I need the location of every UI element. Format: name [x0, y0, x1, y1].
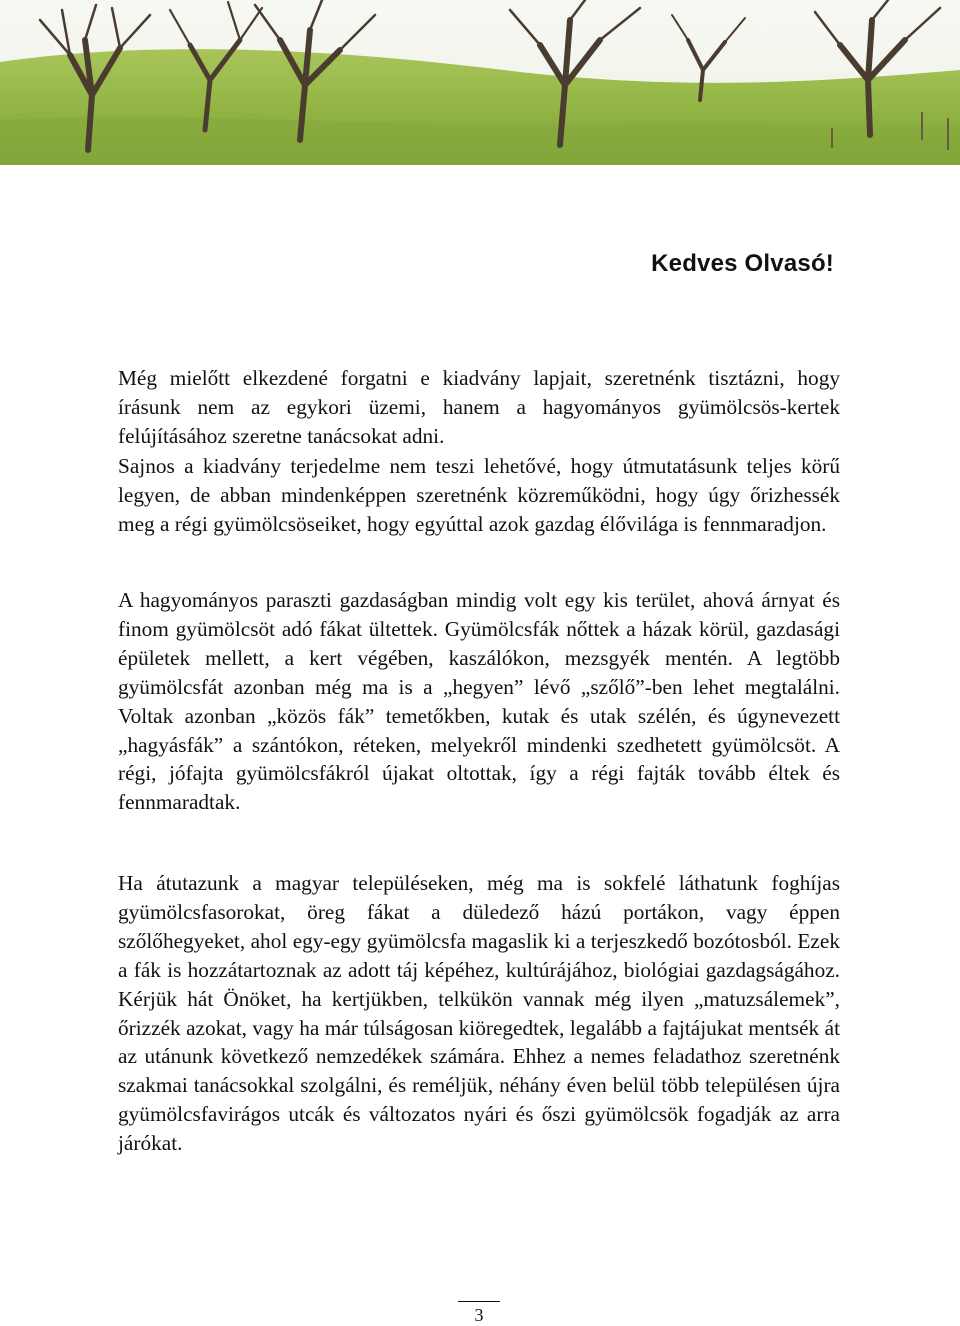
page-heading: Kedves Olvasó!: [651, 250, 834, 277]
orchard-banner-image: [0, 0, 960, 165]
paragraph-purpose: Sajnos a kiadvány terjedelme nem teszi lehetővé, hogy útmutatásunk teljes körű legyen, de abban mindenképpen szeretnénk közreműködni, hogy úgy őrizhessék meg a régi gyümölcsöseiket, hogy egyúttal azok gazdag élővilága is fennmaradjon.: [118, 454, 840, 536]
page-number: 3: [474, 1305, 484, 1325]
page-number-rule: [458, 1301, 500, 1302]
paragraph-appeal: Ha átutazunk a magyar településeken, még ma is sokfelé láthatunk foghíjas gyümölcsfasorokat, öreg fákat a düledező házú portákon, vagy éppen szőlőhegyeket, ahol egy-egy gyümölcsfa magaslik ki a terjeszkedő bozótosból. Ezek a fák is hozzátartoznak az adott táj képéhez, kultúrájához, biológiai gazdagságához. Kérjük hát Önöket, ha kertjükben, telkükön vannak még ilyen „matuzsálemek”, őrizzék azokat, vagy ha már túlságosan kiöregedtek, legalább a fajtájukat mentsék át az utánunk következő nemzedékek számára. Ehhez a nemes feladathoz szeretnénk szakmai tanácsokkal szolgálni, és reméljük, néhány éven belül több településen újra gyümölcsfavirágos utcák és változatos nyári és őszi gyümölcsök fogadják az arra járókat.: [118, 871, 840, 1156]
paragraph-tradition: A hagyományos paraszti gazdaságban mindig volt egy kis terület, ahová árnyat és finom gyümölcsöt adó fákat ültettek. Gyümölcsfák nőttek a házak körül, gazdasági épületek mellett, a kert végében, kaszálókon, mezsgyék mentén. A legtöbb gyümölcsfát azonban még ma is a „hegyen” lévő „szőlő”-ben lehet megtalálni. Voltak azonban „közös fák” temetőkben, kutak és utak szélén, és úgynevezett „hagyásfák” a szántókon, réteken, melyekről mindenki szedhetett gyümölcsöt. A régi, jófajta gyümölcsfákról újakat oltottak, így a régi fajták tovább éltek és fennmaradtak.: [118, 588, 840, 815]
paragraph-intro: Még mielőtt elkezdené forgatni e kiadvány lapjait, szeretnénk tisztázni, hogy írásunk nem az egykori üzemi, hanem a hagyományos gyümölcsös-kertek felújításához szeretne tanácsokat adni.: [118, 366, 840, 448]
